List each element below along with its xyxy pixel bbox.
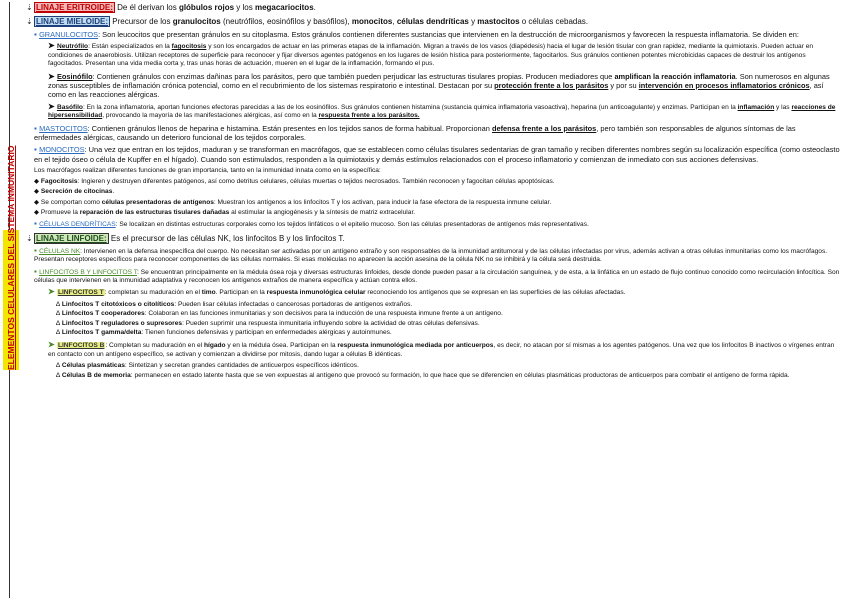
bullet-icon: ▪: [34, 245, 40, 255]
bullet-icon: ▪: [34, 30, 40, 39]
linfoide-label: LINAJE LINFOIDE:: [36, 233, 107, 243]
section-linfoide: [26, 233, 842, 244]
arrow-down-icon: ⇣: [26, 233, 33, 243]
eritroide-text: y los: [234, 3, 255, 12]
arrow-down-icon: ⇣: [26, 3, 33, 12]
eosinofilo-label: Eosinófilo: [56, 71, 93, 81]
eosinofilo-text: : Contienen gránulos con enzimas dañinas para los parásitos, pero que también pueden perjudicar las estructuras tisulares propias. Producen mediadores que: [92, 71, 615, 81]
granulocitos-text: : Son leucocitos que presentan gránulos en su citoplasma. Estos gránulos contienen diferentes sustancias que intervienen en la destrucción de microorganismos y favorecen la respuesta inflamatoria. Se dividen en:: [98, 30, 799, 39]
dendriticas-label: CÉLULAS DENDRÍTICAS: [39, 221, 116, 229]
basofilo-item: [48, 103, 842, 121]
linfoide-text: Es el precursor de las células NK, los linfocitos B y los linfocitos T.: [108, 233, 345, 243]
mastocitos-text: , pero también son responsables de algunos síntomas de las enfermedades alérgicas, causando un deterioro funcional de los tejidos corporales.: [34, 123, 796, 143]
eritroide-bold: glóbulos rojos: [178, 3, 235, 12]
eosinofilo-bold: amplifican la reacción inflamatoria: [614, 71, 736, 81]
mieloide-bold: mastocitos: [477, 17, 520, 26]
neutrofilo-text: y son los encargados de actuar en las primeras etapas de la inflamación. Migran a través de los vasos (diapédesis) hacia el lugar de lesión tisular con gran rapidez, mediante la quimiotaxis. Pueden actuar en condiciones de anaerobiosis. Utilizan receptores de superficie para reconocer y fijar diversos agentes patógenos en los lugares de lesión hística para posteriormente, fagocitarlos. Sus gránulos contienen potentes microbicidas capaces de destruir los antígenos fagocitados. Presentan una vida media corta y, tras unas horas de actuación, mueren en el lugar de la inflamación, formando el pus.: [48, 43, 814, 68]
neutrofilo-text: : Están especializados en la: [88, 43, 172, 51]
arrow-right-icon: ➤: [48, 340, 57, 350]
linft-type: ∆ Linfocitos T cooperadores: Colaboran en las funciones inmunitarias y son decisivos para la inducción de una respuesta inmune frente a un antígeno.: [56, 310, 503, 318]
macrofagos-list: [34, 178, 842, 218]
basofilo-underline: respuesta frente a los parásitos.: [318, 112, 420, 120]
dendriticas-item: [34, 220, 842, 229]
linfbt-item: [34, 268, 842, 286]
linfb-type: ∆ Células B de memoria: permanecen en estado latente hasta que se ven expuestas al antígeno que provocó su formación, lo que hace que se diferencien en células plasmáticas productoras de anticuerpos para combatir el antígeno de forma rápida.: [56, 371, 790, 379]
eosinofilo-underline: protección frente a los parásitos: [494, 81, 609, 91]
basofilo-text: y las: [774, 103, 792, 111]
eritroide-bold: megacariocitos: [254, 3, 314, 12]
dendriticas-text: : Se localizan en distintas estructuras corporales como los tejidos linfáticos o el epitelio mucoso. Son las células presentadoras de antígenos más representativas.: [115, 221, 589, 229]
mieloide-bold: granulocitos: [172, 17, 221, 26]
linfb-bold: respuesta inmunológica mediada por anticuerpos: [337, 342, 494, 350]
macrofago-function: ◆ Fagocitosis: Ingieren y destruyen diferentes patógenos, así como detritus celulares, células muertas o tejidos necrosados. También reconocen y fagocitan células apoptósicas.: [34, 177, 555, 185]
mieloide-text: o células cebadas.: [519, 17, 589, 26]
linft-type: ∆ Linfocitos T citotóxicos o citolíticos: Pueden lisar células infectadas o cancerosas portadoras de antígenos extraños.: [56, 300, 413, 308]
eritroide-text: De él derivan los: [114, 3, 179, 12]
linfb-text: : Completan su maduración en el: [105, 342, 204, 350]
section-mieloide: [26, 16, 842, 27]
monocitos-intro: Los macrófagos realizan diferentes funciones de gran importancia, tanto en la inmunidad innata como en la específica:: [34, 167, 381, 175]
macrofago-function: ◆ Promueve la reparación de las estructuras tisulares dañadas al estimular la angiogénesis y la síntesis de matriz extracelular.: [34, 208, 416, 216]
mastocitos-item: [34, 124, 842, 143]
linfb-type: ∆ Células plasmáticas: Sintetizan y secretan grandes cantidades de anticuerpos específicos idénticos.: [56, 362, 359, 370]
notes-content: [26, 2, 842, 380]
triangle-icon: ∆: [56, 362, 62, 370]
neutrofilo-item: [48, 42, 842, 68]
macrofago-function: ◆ Secreción de citocinas.: [34, 188, 115, 196]
linfbt-text: : Se encuentran principalmente en la médula ósea roja y diversas estructuras linfoides, desde donde pueden pasar a la circulación sanguínea, y de esta, a la linfática en un estado de flujo continuo conocido como recirculación linfocítica. Son células que intervienen en la inmunidad adaptativa y reconocen los antígenos extraños de manera específica y actúan contra ellos.: [34, 268, 840, 284]
granulocitos-item: [34, 30, 842, 39]
linft-label: LINFOCITOS T: [57, 289, 104, 297]
triangle-icon: ∆: [56, 328, 62, 336]
basofilo-underline: inflamación: [737, 103, 775, 111]
diamond-icon: ◆: [34, 208, 41, 216]
mieloide-text: Precursor de los: [110, 17, 173, 26]
arrow-right-icon: ➤: [48, 287, 57, 297]
side-title: ELEMENTOS CELULARES DEL SISTEMA INMUNITARIO: [3, 230, 19, 370]
bullet-icon: ▪: [34, 266, 40, 276]
linfb-text: y en la médula ósea. Participan en la: [225, 342, 338, 350]
linfb-text: , es decir, no atacan por sí mismas a los agentes patógenos. Una vez que los linfocitos B inactivos o vírgenes entran en contacto con un antígeno específico, se activan y comienzan a dividirse por mitosis, dando lugar a células B idénticas.: [48, 342, 835, 358]
monocitos-item: [34, 145, 842, 164]
side-title-strip: [3, 0, 19, 600]
eosinofilo-text: y por su: [608, 81, 639, 91]
eosinofilo-item: [48, 72, 842, 100]
mieloide-label: LINAJE MIELOIDE:: [36, 17, 109, 26]
nk-item: [34, 247, 842, 265]
linfb-bold: hígado: [203, 342, 226, 350]
linfb-list: [56, 362, 842, 380]
mieloide-text: y: [468, 17, 478, 26]
triangle-icon: ∆: [56, 319, 62, 327]
arrow-down-icon: ⇣: [26, 17, 33, 26]
mieloide-text: ,: [392, 17, 397, 26]
basofilo-label: Basófilo: [56, 103, 83, 111]
bullet-icon: ▪: [34, 145, 40, 155]
eosinofilo-underline: intervención en procesos inflamatorios crónicos: [638, 81, 810, 91]
triangle-icon: ∆: [56, 371, 62, 379]
bullet-icon: ▪: [34, 123, 40, 133]
arrow-right-icon: ➤: [48, 71, 57, 81]
mastocitos-text: : Contienen gránulos llenos de heparina e histamina. Están presentes en los tejidos sanos de forma habitual. Proporcionan: [87, 123, 492, 133]
eritroide-text: .: [313, 3, 316, 12]
basofilo-text: , provocando la mayoría de las manifestaciones alérgicas, así como en la: [102, 112, 319, 120]
granulocitos-label: GRANULOCITOS: [39, 30, 99, 39]
diamond-icon: ◆: [34, 177, 41, 185]
linfb-item: [48, 341, 842, 359]
linft-item: [48, 288, 842, 297]
bullet-icon: ▪: [34, 219, 40, 229]
section-eritroide: [26, 2, 842, 13]
eosinofilo-text: , así como en las reacciones alérgicas.: [48, 81, 824, 100]
linft-text: : completan su maduración en el: [104, 289, 202, 297]
eritroide-label: LINAJE ERITROIDE:: [36, 3, 113, 12]
eosinofilo-text: . Son numerosos en algunas zonas susceptibles de inflamación crónica potencial, como en el recubrimiento de los sistemas respiratorio e intestinal. Destacan por su: [48, 71, 830, 91]
linft-list: [56, 301, 842, 338]
linft-type: ∆ Linfocitos T gamma/delta: Tienen funciones defensivas y participan en enfermedades alérgicas y autoinmunes.: [56, 328, 392, 336]
monocitos-text: : Una vez que entran en los tejidos, maduran y se transforman en macrófagos, que se establecen como células tisulares sedentarias de gran tamaño y reciben diferentes nombres según su localización específica (como osteoclasto en el tejido óseo o célula de Kupffer en el hígado). Cuando son estimulados, responden a la quimiotaxis y demás estímulos relacionados con el proceso inflamatorio y comienzan de inmediato con sus acciones defensivas.: [34, 145, 840, 164]
basofilo-text: : En la zona inflamatoria, aportan funciones efectoras parecidas a las de los eosinófilos. Sus gránulos contienen histamina (sustancia quimica inflamatoria vasoactiva), heparina (un anticoagulante) y enzimas. Participan en la: [82, 103, 738, 111]
mieloide-bold: células dendríticas: [396, 17, 469, 26]
linfbt-label: LINFOCITOS B Y LINFOCITOS T: [39, 268, 138, 276]
monocitos-label: MONOCITOS: [39, 145, 85, 155]
mieloide-bold: monocitos: [351, 17, 393, 26]
linft-text: . Participan en la: [215, 289, 267, 297]
arrow-right-icon: ➤: [48, 41, 57, 51]
macrofago-function: ◆ Se comportan como células presentadoras de antígenos: Muestran los antígenos a los linfocitos T y los activan, para inducir la fase efectora de la respuesta inmune celular.: [34, 198, 552, 206]
basofilo-underline: reacciones de hipersensibilidad: [48, 103, 836, 120]
triangle-icon: ∆: [56, 310, 62, 318]
linfb-label: LINFOCITOS B: [57, 342, 105, 350]
triangle-icon: ∆: [56, 300, 62, 308]
mastocitos-label: MASTOCITOS: [39, 123, 88, 133]
nk-label: CÉLULAS NK: [39, 247, 81, 255]
diamond-icon: ◆: [34, 188, 41, 196]
diamond-icon: ◆: [34, 198, 41, 206]
neutrofilo-label: Neutrófilo: [56, 43, 89, 51]
mieloide-text: (neutrófilos, eosinófilos y basófilos),: [220, 17, 352, 26]
linft-text: reconociendo los antígenos que se expresan en las superficies de las células afectadas.: [365, 289, 626, 297]
linft-bold: respuesta inmunológica celular: [266, 289, 366, 297]
arrow-right-icon: ➤: [48, 101, 57, 111]
linft-bold: timo: [201, 289, 216, 297]
neutrofilo-underline: fagocitosis: [171, 43, 207, 51]
nk-text: : Intervienen en la defensa inespecífica del cuerpo. No necesitan ser activadas por un antígeno extraño y son responsables de la inmunidad antitumoral y de las células infectadas por virus, además activan a otras células inmunitarias como los macrófagos. Presentan receptores específicos para reconocer componentes de las células normales. Si esas moléculas no aparecen la acción asesina de la célula NK no se inhibirá y la célula será destruida.: [34, 247, 828, 264]
linft-type: ∆ Linfocitos T reguladores o supresores: Pueden suprimir una respuesta inmunitaria influyendo sobre la actividad de otras células defensivas.: [56, 319, 480, 327]
mastocitos-underline: defensa frente a los parásitos: [491, 123, 597, 133]
